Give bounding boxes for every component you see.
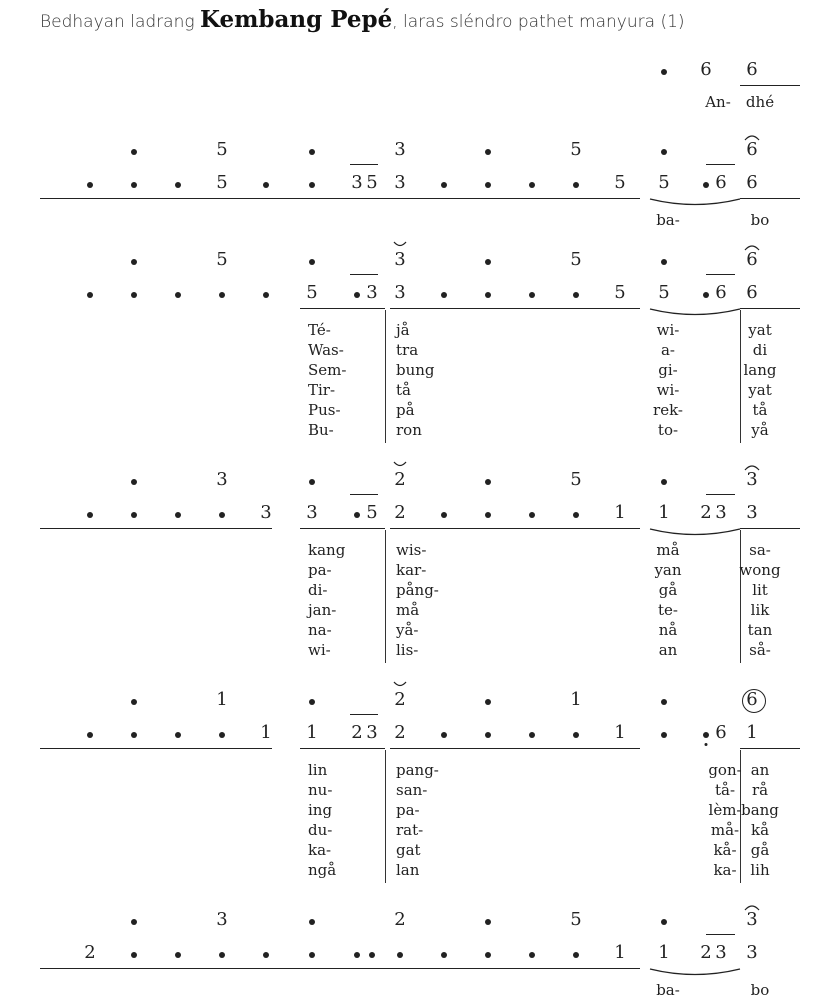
system-2-balungan-note: 5 [216,249,228,270]
system-2-balungan-note: 6 [746,249,758,270]
system-4-cengkok-note: 1 [614,722,626,743]
system-2-cengkok-note: 5 [658,282,670,303]
system-5-cengkok-dot [131,952,137,958]
system-4-cengkok-note: 6 [715,722,727,743]
system-3-lyric: pång- [396,581,439,599]
system-5-cengkok-dot [354,952,360,958]
system-4-balungan-dot [661,699,667,705]
system-3-cengkok-dot [219,512,225,518]
system-2-balungan-dot [661,259,667,265]
system-3-lyric: an [658,641,678,659]
system-2-lyric: yat [748,321,772,339]
system-2-phrase-line [390,308,640,309]
system-3-lyric: lis- [396,641,419,659]
system-2-cengkok-dot [175,292,181,298]
system-4-lyric: ka- [713,861,737,879]
system-2-lyric: di [752,341,768,359]
system-1-gatra-line [350,164,378,165]
system-2-lyric: tra [396,341,419,359]
system-4-cengkok-note: 1 [746,722,758,743]
system-3-cengkok-note: 1 [614,502,626,523]
system-4-lyric: du- [308,821,333,839]
system-2-phrase-line [300,308,385,309]
system-2-syllable-guide [740,310,741,443]
system-3-lyric: wong [739,561,781,579]
system-1-cengkok-note: 3 [351,172,363,193]
system-2-lyric: Sem- [308,361,347,379]
system-2-cengkok-dot [529,292,535,298]
system-4-lyric: rat- [396,821,424,839]
system-3-balungan-dot [309,479,315,485]
system-3-lyric: lik [750,601,770,619]
system-3-cengkok-note: 3 [715,502,727,523]
system-1-balungan-note: 3 [394,139,406,160]
system-3-lyric: tan [747,621,773,639]
system-4-low-octave-dot [705,743,708,746]
system-5-cengkok-dot [219,952,225,958]
system-3-cengkok-note: 5 [366,502,378,523]
system-5-gatra-line [706,934,735,935]
system-5-cengkok-note: 3 [746,942,758,963]
system-4-lyric: lin [308,761,328,779]
system-5-cengkok-note: 1 [614,942,626,963]
system-2-balungan-note: 3 [394,249,406,270]
system-2-lyric: yat [748,381,772,399]
system-3-lyric: jan- [308,601,337,619]
system-4-balungan-dot [485,699,491,705]
system-5-balungan-note: 3 [216,909,228,930]
system-3-lyric: lit [752,581,768,599]
system-1-balungan-note: 6 [746,139,758,160]
system-3-balungan-dot [131,479,137,485]
system-3-cengkok-dot [175,512,181,518]
system-2-lyric: rek- [653,401,683,419]
system-5-cengkok-note: 1 [658,942,670,963]
system-1-cengkok-note: 6 [715,172,727,193]
system-5-cengkok-dot [529,952,535,958]
system-4-lyric: san- [396,781,428,799]
system-1-cengkok-dot [703,182,709,188]
system-3-syllable-guide [385,530,386,663]
system-1-balungan-dot [131,149,137,155]
system-3-cengkok-dot [441,512,447,518]
system-4-cengkok-note: 2 [351,722,363,743]
system-1-lyric: ba- [656,211,680,229]
system-2-cengkok-dot [485,292,491,298]
system-2-cengkok-dot [354,292,360,298]
system-1-phrase-line [40,198,640,199]
system-2-lyric: gi- [658,361,678,379]
system-2-lyric: på [396,401,415,419]
system-3-phrase-line [740,528,800,529]
system-2-balungan-note: 5 [570,249,582,270]
system-1-cengkok-note: 5 [216,172,228,193]
system-2-lyric: tå [752,401,768,419]
system-5-cengkok-dot [309,952,315,958]
system-2-balungan-dot [485,259,491,265]
system-4-lyric: tå- [714,781,736,799]
system-4-gatra-line [350,714,378,715]
system-5-phrase-line [40,968,640,969]
system-4-cengkok-dot [573,732,579,738]
system-1-cengkok-dot [441,182,447,188]
system-4-lyric: lèm- [708,801,742,819]
system-4-balungan-note: 1 [570,689,582,710]
system-2-lyric: a- [660,341,676,359]
system-2-lyric: yå [751,421,769,439]
system-2-lyric: wi- [656,321,680,339]
system-4-lyric: lan [396,861,420,879]
system-4-cengkok-dot [175,732,181,738]
system-1-cengkok-dot [87,182,93,188]
system-1-cengkok-dot [573,182,579,188]
system-4-lyric: an [750,761,770,779]
system-3-lyric: gå [658,581,678,599]
system-3-balungan-note: 3 [746,469,758,490]
system-3-lyric: te- [658,601,678,619]
system-2-lyric: tå [396,381,411,399]
system-2-cengkok-note: 5 [614,282,626,303]
system-4-phrase-line [300,748,385,749]
system-3-phrase-line [390,528,640,529]
intro-note: 6 [746,59,758,80]
system-4-lyric: ka- [308,841,332,859]
system-3-cengkok-note: 3 [746,502,758,523]
system-3-lyric: må [656,541,680,559]
system-5-balungan-note: 3 [746,909,758,930]
system-4-gong-circle [742,689,766,713]
title-prefix: Bedhayan ladrang [40,12,200,32]
system-1-balungan-note: 5 [216,139,228,160]
system-1-cengkok-dot [529,182,535,188]
system-4-balungan-note: 2 [394,689,406,710]
system-4-cengkok-dot [441,732,447,738]
system-4-lyric: nu- [308,781,333,799]
system-4-lyric: gat [396,841,421,859]
system-1-cengkok-note: 5 [366,172,378,193]
system-2-gatra-line [350,274,378,275]
system-5-cengkok-dot [263,952,269,958]
system-5-balungan-note: 5 [570,909,582,930]
system-4-cengkok-dot [703,732,709,738]
system-5-cengkok-note: 2 [84,942,96,963]
system-4-cengkok-dot [661,732,667,738]
system-3-balungan-note: 2 [394,469,406,490]
system-4-lyric: gå [750,841,770,859]
system-5-cengkok-dot [441,952,447,958]
system-2-balungan-dot [309,259,315,265]
system-4-phrase-line [40,748,272,749]
intro-lyric: An- [705,93,731,111]
system-4-lyric: lih [750,861,770,879]
system-3-cengkok-note: 3 [260,502,272,523]
system-1-cengkok-dot [175,182,181,188]
system-3-gatra-line [706,494,735,495]
system-3-balungan-note: 5 [570,469,582,490]
system-1-cengkok-note: 3 [394,172,406,193]
system-3-cengkok-dot [485,512,491,518]
system-2-phrase-line [740,308,800,309]
system-2-cengkok-dot [441,292,447,298]
system-4-cengkok-dot [485,732,491,738]
system-1-balungan-note: 5 [570,139,582,160]
system-4-lyric: pa- [396,801,420,819]
system-3-lyric: wi- [308,641,331,659]
system-2-cengkok-note: 6 [715,282,727,303]
system-5-balungan-note: 2 [394,909,406,930]
system-5-lyric: ba- [656,981,680,999]
system-2-cengkok-dot [573,292,579,298]
system-3-lyric: må [396,601,420,619]
system-5-cengkok-dot [175,952,181,958]
system-4-cengkok-note: 1 [260,722,272,743]
system-5-lyric: bo [750,981,770,999]
system-5-cengkok-dot [397,952,403,958]
system-1-balungan-dot [309,149,315,155]
system-3-lyric: nå [658,621,678,639]
system-2-balungan-dot [131,259,137,265]
system-5-balungan-dot [131,919,137,925]
system-4-lyric: rå [751,781,769,799]
intro-note: 6 [700,59,712,80]
system-2-gatra-line [706,274,735,275]
system-4-balungan-dot [309,699,315,705]
system-4-cengkok-dot [529,732,535,738]
title-piece-name: Kembang Pepé [199,6,393,33]
system-1-lyric: bo [750,211,770,229]
system-3-cengkok-note: 1 [658,502,670,523]
system-4-lyric: pang- [396,761,439,779]
system-1-cengkok-note: 5 [658,172,670,193]
system-3-phrase-line [300,528,385,529]
system-3-phrase-line [40,528,272,529]
system-2-lyric: to- [657,421,679,439]
system-3-syllable-guide [740,530,741,663]
system-4-lyric: ing [308,801,333,819]
system-5-balungan-dot [485,919,491,925]
system-3-lyric: så- [749,641,771,659]
system-2-cengkok-dot [703,292,709,298]
system-2-lyric: jå [396,321,410,339]
system-5-cengkok-dot [573,952,579,958]
intro-lyric: dhé [745,93,775,111]
system-4-phrase-line [740,748,800,749]
system-4-lyric: kå [750,821,770,839]
system-3-cengkok-dot [131,512,137,518]
system-2-cengkok-dot [87,292,93,298]
system-3-cengkok-dot [529,512,535,518]
system-1-cengkok-note: 5 [614,172,626,193]
system-2-lyric: Tir- [308,381,336,399]
system-4-cengkok-dot [219,732,225,738]
system-5-cengkok-dot [485,952,491,958]
system-2-cengkok-dot [131,292,137,298]
system-3-cengkok-note: 2 [700,502,712,523]
system-2-cengkok-dot [263,292,269,298]
system-2-cengkok-dot [219,292,225,298]
system-4-cengkok-dot [87,732,93,738]
system-3-lyric: wis- [396,541,427,559]
system-3-lyric: yan [654,561,682,579]
system-1-balungan-dot [661,149,667,155]
system-3-cengkok-dot [354,512,360,518]
system-2-cengkok-note: 3 [366,282,378,303]
system-2-lyric: ron [396,421,422,439]
system-3-lyric: kar- [396,561,427,579]
system-3-lyric: na- [308,621,332,639]
system-1-gatra-line [706,164,735,165]
system-2-cengkok-note: 3 [394,282,406,303]
system-4-lyric: bang [741,801,779,819]
title-suffix: , laras sléndro pathet manyura (1) [392,12,685,32]
system-4-balungan-note: 6 [746,689,758,710]
system-1-cengkok-dot [263,182,269,188]
system-3-cengkok-dot [87,512,93,518]
system-4-cengkok-note: 2 [394,722,406,743]
system-5-balungan-dot [661,919,667,925]
system-1-cengkok-dot [485,182,491,188]
system-2-lyric: Té- [308,321,331,339]
system-4-syllable-guide [385,750,386,883]
system-2-cengkok-note: 5 [306,282,318,303]
system-1-cengkok-note: 6 [746,172,758,193]
system-4-lyric: kå- [713,841,737,859]
system-1-balungan-dot [485,149,491,155]
system-5-cengkok-dot [369,952,375,958]
system-3-lyric: yå- [396,621,419,639]
system-4-cengkok-note: 1 [306,722,318,743]
system-4-lyric: gon- [708,761,742,779]
system-5-cengkok-note: 3 [715,942,727,963]
system-1-cengkok-dot [309,182,315,188]
system-3-lyric: sa- [749,541,771,559]
system-2-lyric: Was- [308,341,344,359]
system-3-cengkok-note: 2 [394,502,406,523]
system-4-phrase-line [390,748,640,749]
system-3-lyric: kang [308,541,346,559]
system-3-cengkok-dot [573,512,579,518]
system-2-cengkok-note: 6 [746,282,758,303]
system-4-cengkok-dot [131,732,137,738]
system-2-lyric: wi- [656,381,680,399]
system-3-cengkok-note: 3 [306,502,318,523]
system-3-lyric: pa- [308,561,332,579]
system-2-lyric: lang [743,361,777,379]
system-5-balungan-dot [309,919,315,925]
system-4-balungan-dot [131,699,137,705]
system-2-lyric: Bu- [308,421,334,439]
system-5-cengkok-note: 2 [700,942,712,963]
system-4-lyric: må- [710,821,740,839]
system-3-balungan-dot [661,479,667,485]
system-4-cengkok-note: 3 [366,722,378,743]
system-3-lyric: di- [308,581,328,599]
system-4-lyric: ngå [308,861,337,879]
system-3-balungan-note: 3 [216,469,228,490]
intro-phrase-line [740,85,800,86]
system-1-phrase-line [740,198,800,199]
intro-dot [661,69,667,75]
system-3-gatra-line [350,494,378,495]
system-2-syllable-guide [385,310,386,443]
system-3-balungan-dot [485,479,491,485]
system-2-lyric: Pus- [308,401,341,419]
system-2-lyric: bung [396,361,435,379]
system-4-balungan-note: 1 [216,689,228,710]
system-1-cengkok-dot [131,182,137,188]
